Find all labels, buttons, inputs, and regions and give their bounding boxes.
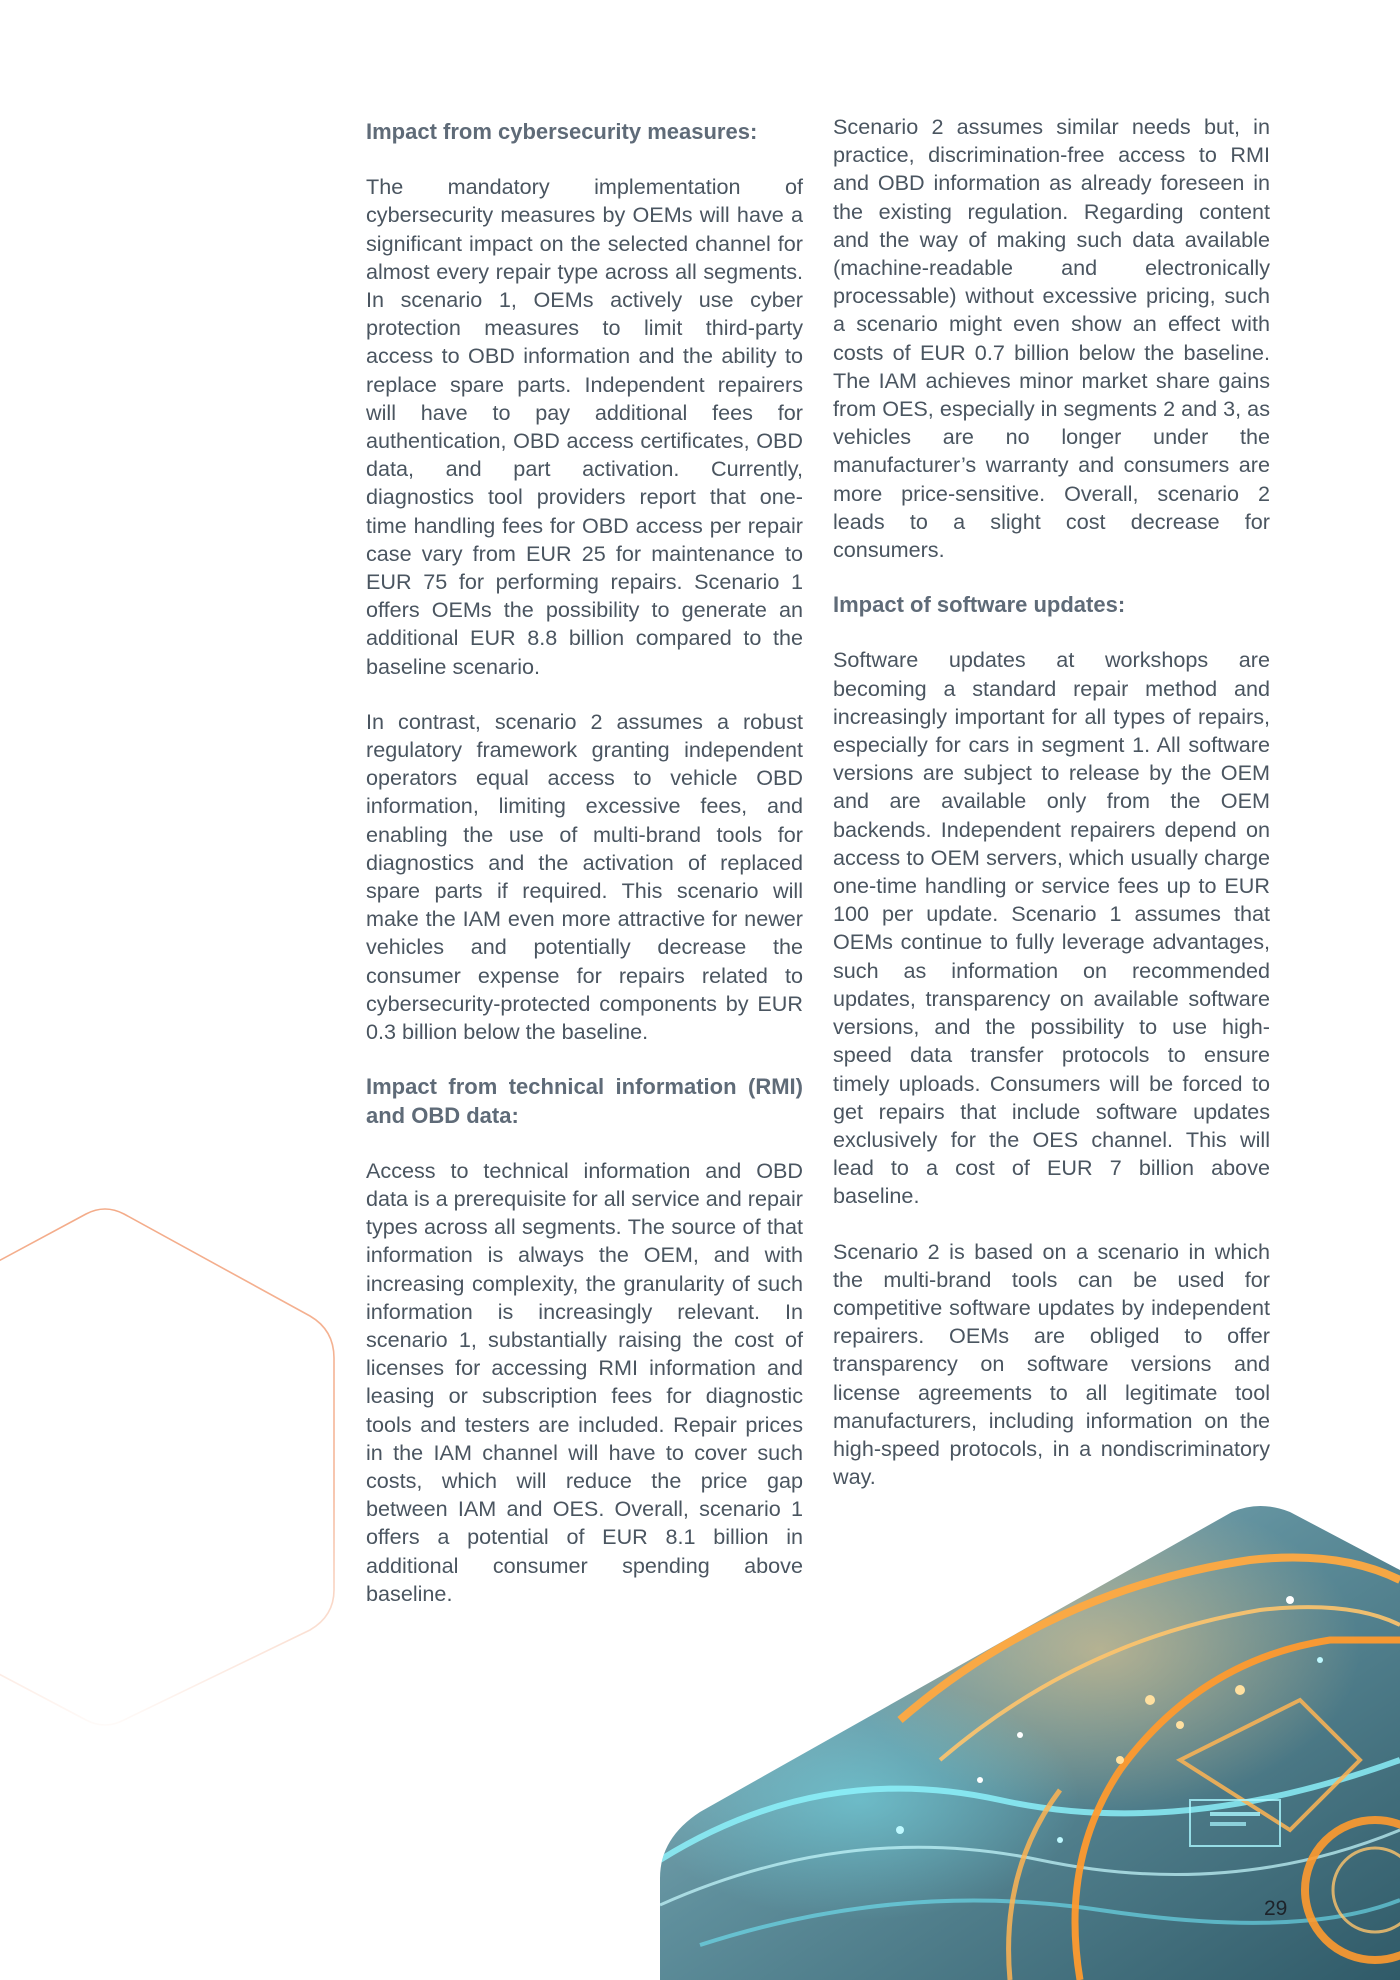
heading-cybersecurity: Impact from cybersecurity measures: — [366, 119, 758, 144]
heading-rmi-obd: Impact from technical information (RMI) and OBD data: — [366, 1074, 803, 1128]
paragraph-rmi-scenario-2: Scenario 2 assumes similar needs but, in practice, discrimination-free access to RMI and OBD information as already foreseen in the existing regulation. Regarding content and the way of making such data available (machine-readable and electronically processable) without excessive pricing, such a scenario might even show an effect with costs of EUR 0.7 billion below the baseline. The IAM achieves minor market share gains from OES, especially in segments 2 and 3, as vehicles are no longer under the manufacturer’s warranty and consumers are more price-sensitive. Overall, scenario 2 leads to a slight cost decrease for consumers. — [833, 114, 1270, 563]
paragraph-software-scenario-2: Scenario 2 is based on a scenario in which the multi-brand tools can be used for competitive software updates by independent repairers. OEMs are obliged to offer transparency on software versions and license agreements to all legitimate tool manufacturers, including information on the high-speed protocols, in a nondiscriminatory way. — [833, 1238, 1270, 1490]
right-column — [833, 113, 1270, 1518]
heading-software-updates: Impact of software updates: — [833, 592, 1126, 618]
paragraph-software-scenario-1: Software updates at workshops are becoming a standard repair method and increasingly important for all types of repairs, especially for cars in segment 1. All software versions are subject to release by the OEM and are available only from the OEM backends. Independent repairers depend on access to OEM servers, which usually charge one-time handling or service fees up to EUR 100 per update. Scenario 1 assumes that OEMs continue to fully leverage advantages, such as information on recommended updates, transparency on available software versions, and the possibility to use high-speed data transfer protocols to ensure timely uploads. Consumers will be forced to get repairs that include software updates exclusively for the OES channel. This will lead to a cost of EUR 7 billion above baseline. — [833, 647, 1270, 1209]
paragraph-cybersecurity-scenario-1: The mandatory implementation of cybersecurity measures by OEMs will have a significant impact on the selected channel for almost every repair type across all segments. In scenario 1, OEMs actively use cyber protection measures to limit third-party access to OBD information and the ability to replace spare parts. Independent repairers will have to pay additional fees for authentication, OBD access certificates, OBD data, and part activation. Currently, diagnostics tool providers report that one-time handling fees for OBD access per repair case vary from EUR 25 for maintenance to EUR 75 for performing repairs. Scenario 1 offers OEMs the possibility to generate an additional EUR 8.8 billion compared to the baseline scenario. — [366, 174, 803, 679]
left-column — [366, 113, 803, 1635]
page-number: 29 — [1264, 1897, 1288, 1920]
paragraph-cybersecurity-scenario-2: In contrast, scenario 2 assumes a robust regulatory framework granting independent operators equal access to vehicle OBD information, limiting excessive fees, and enabling the use of multi-brand tools for diagnostics and the activation of replaced spare parts if required. This scenario will make the IAM even more attractive for newer vehicles and potentially decrease the consumer expense for repairs related to cybersecurity-protected components by EUR 0.3 billion below the baseline. — [366, 708, 803, 1045]
paragraph-rmi-scenario-1: Access to technical information and OBD data is a prerequisite for all service and repair types across all segments. The source of that information is always the OEM, and with increasing complexity, the granularity of such information is increasingly relevant. In scenario 1, substantially raising the cost of licenses for accessing RMI information and leasing or subscription fees for diagnostic tools and testers are included. Repair prices in the IAM channel will have to cover such costs, which will reduce the price gap between IAM and OES. Overall, scenario 1 offers a potential of EUR 8.1 billion in additional consumer spending above baseline. — [366, 1157, 803, 1606]
